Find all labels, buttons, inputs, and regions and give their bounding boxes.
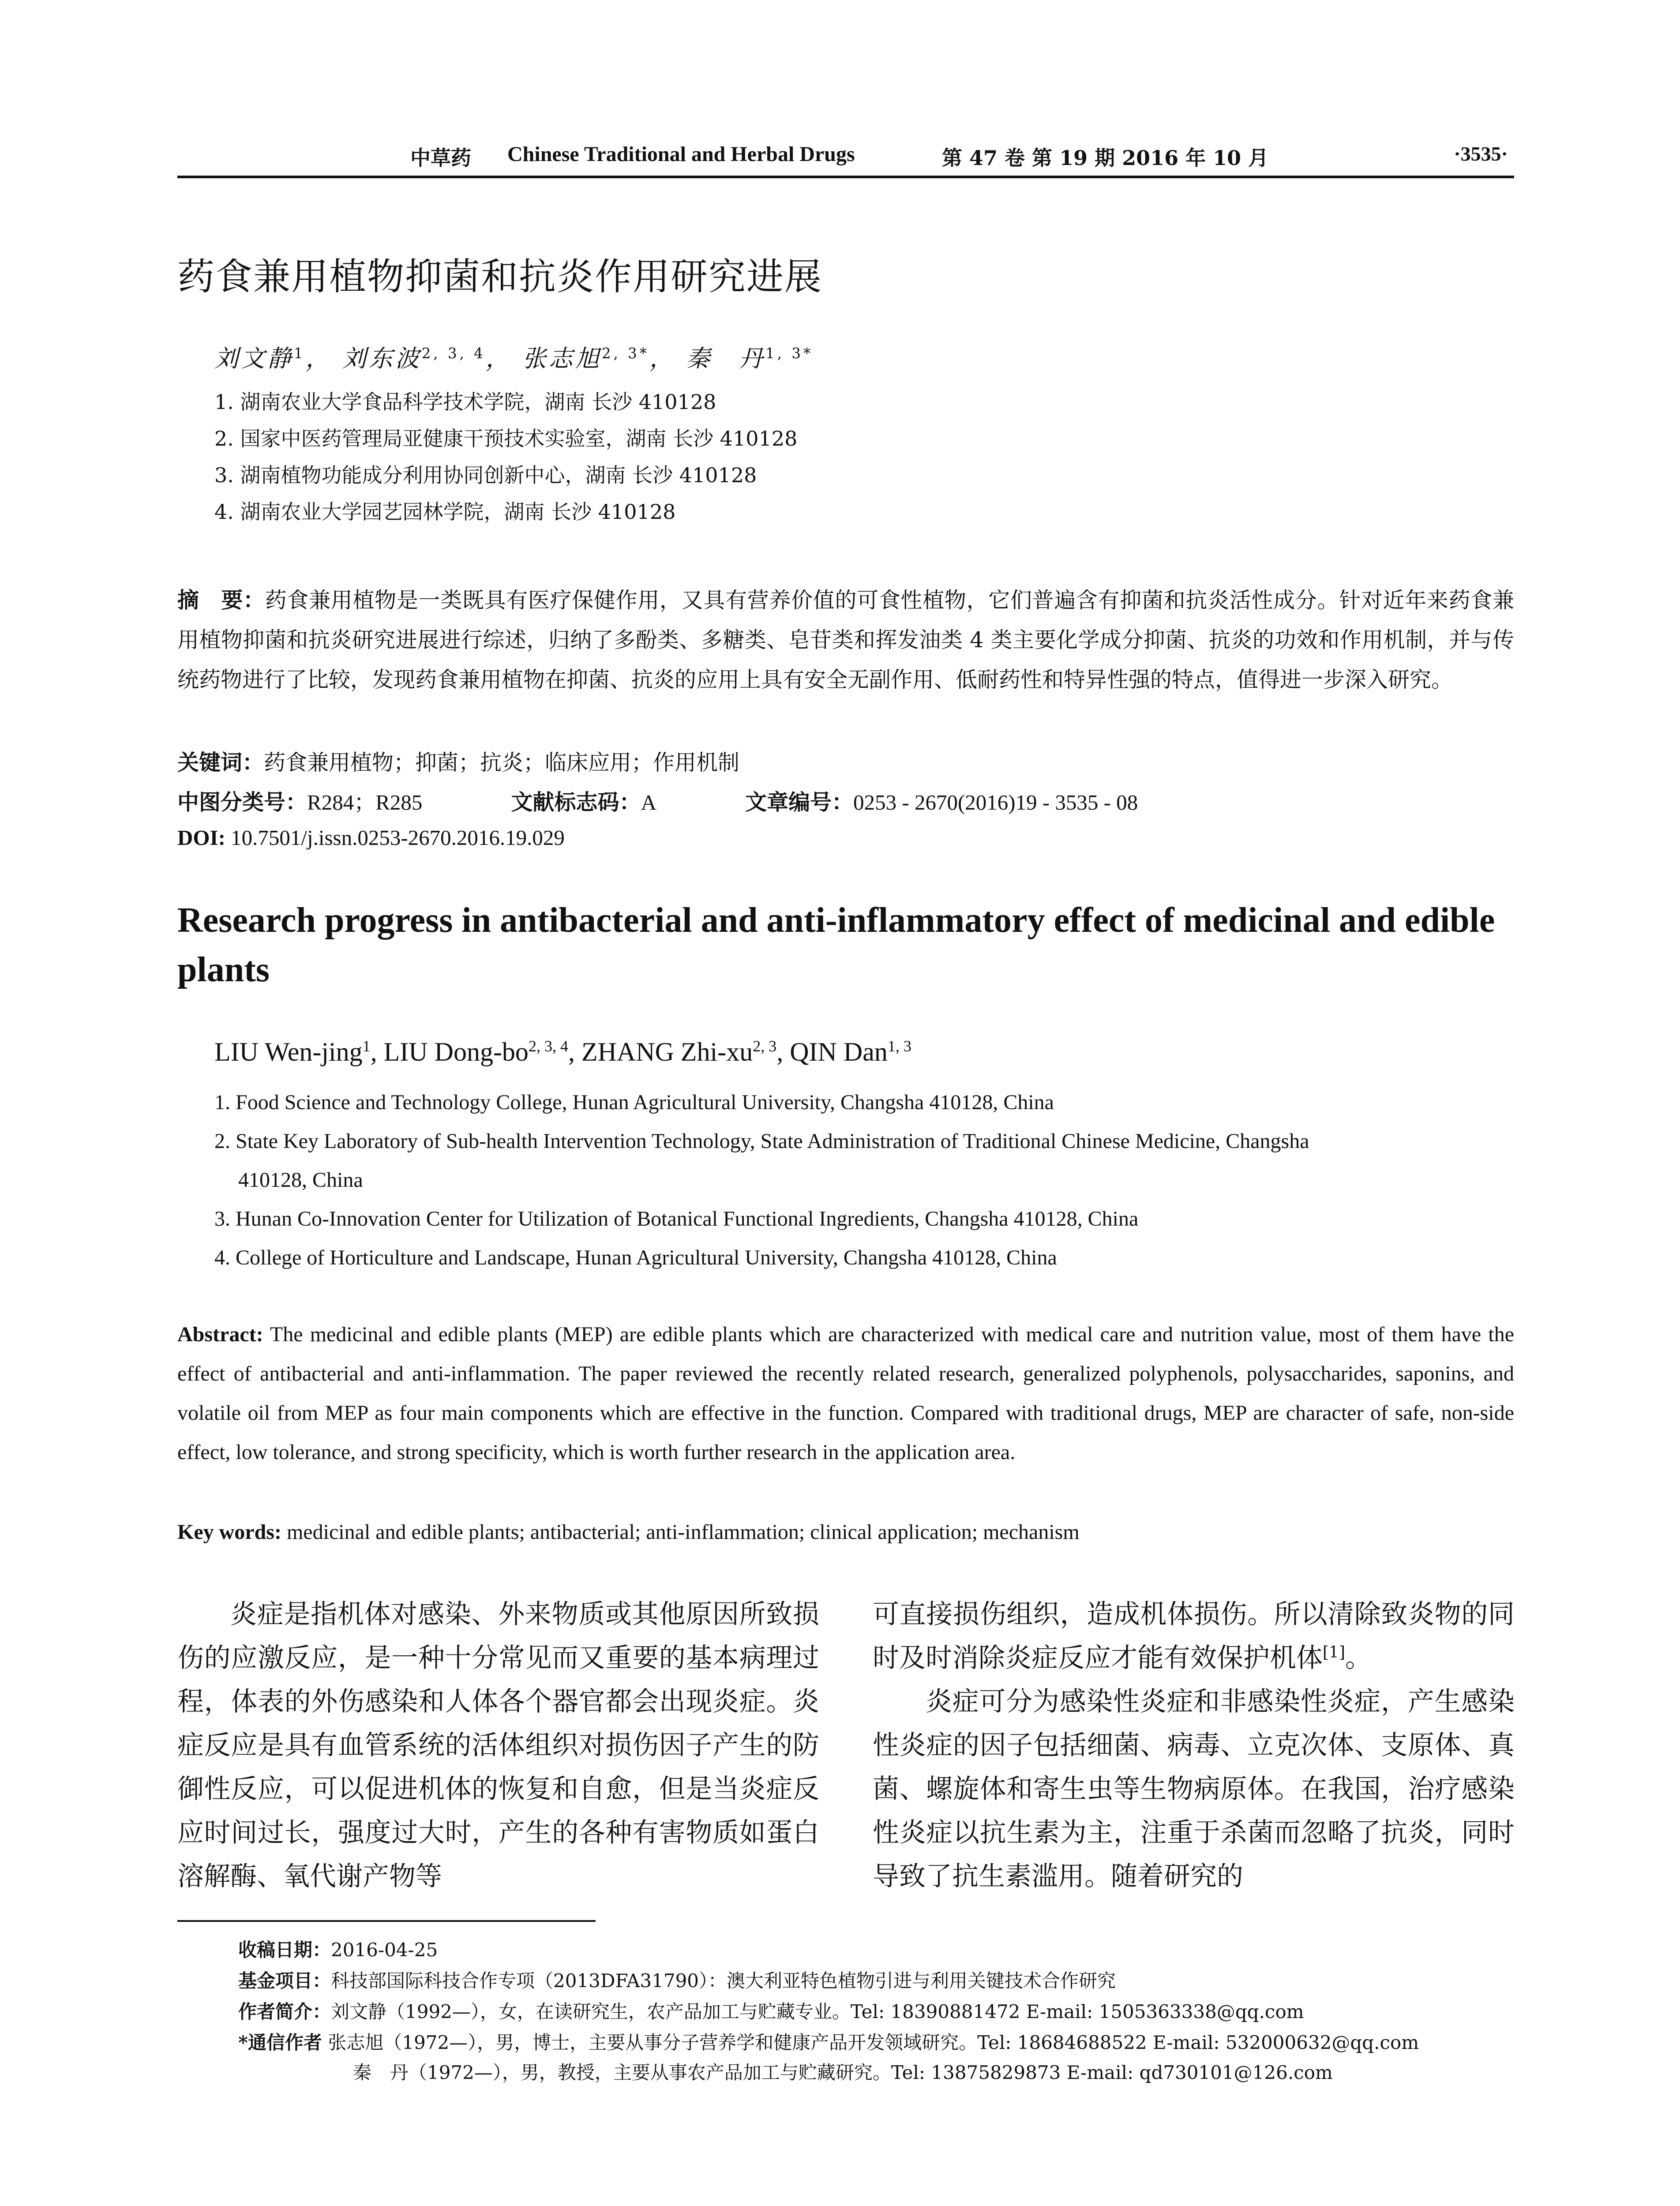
footnote-rule [177,1920,596,1922]
author-en: ZHANG Zhi-xu [581,1037,753,1066]
header-rule [177,176,1514,178]
affiliation-cn: 4. 湖南农业大学园艺园林学院，湖南 长沙 410128 [214,500,676,524]
author-cn: 张志旭 [522,345,602,372]
title-en: Research progress in antibacterial and anti-inflammatory effect of medicinal and edible plants [177,901,1495,989]
keywords-cn-text: 药食兼用植物；抑菌；抗炎；临床应用；作用机制 [264,750,740,775]
citation-ref: [1] [1323,1643,1345,1662]
affiliation-en: 3. Hunan Co-Innovation Center for Utilization of Botanical Functional Ingredients, Changsha 410128, China [214,1207,1139,1231]
footnote-text: 张志旭（1972—），男，博士，主要从事分子营养学和健康产品开发领域研究。Tel: 18684688522 E-mail: 532000632@qq.com [322,2032,1419,2053]
keywords-en [177,1520,1080,1544]
author-cn: 秦 丹 [686,345,766,372]
affiliation-cn: 3. 湖南植物功能成分利用协同创新中心，湖南 长沙 410128 [214,463,757,487]
footnote-text: 刘文静（1992—），女，在读研究生，农产品加工与贮藏专业。Tel: 18390881472 E-mail: 1505363338@qq.com [331,2001,1304,2022]
affiliation-en: 2. State Key Laboratory of Sub-health Intervention Technology, State Administration of Traditional Chinese Medicine, Changsha [214,1129,1309,1153]
footnote-label: *通信作者 [238,2032,322,2053]
authors-en: LIU Wen-jing$^1$, LIU Dong-bo$^{2, 3, 4}$, ZHANG Zhi-xu$^{2, 3}$, QIN Dan$^{1, 3}$ [214,1037,911,1066]
footnote-author [238,1996,1304,2027]
journal-issue: 第 47 卷 第 19 期 2016 年 10 月 [942,146,1269,170]
author-en: LIU Wen-jing [214,1037,363,1066]
footnote-correspondence-2: 秦 丹（1972—），男，教授，主要从事农产品加工与贮藏研究。Tel: 13875829873 E-mail: qd730101@126.com [353,2062,1333,2083]
article-number-value: 0253 - 2670(2016)19 - 3535 - 08 [853,790,1138,814]
doc-code-label: 文献标志码： [511,789,641,815]
clc-label: 中图分类号： [177,789,308,815]
title-cn: 药食兼用植物抑菌和抗炎作用研究进展 [177,255,823,298]
author-affiliation-mark: 1, 3 [887,1037,911,1055]
keywords-en-label: Key words: [177,1520,281,1544]
author-affiliation-mark: 1 [294,345,306,362]
author-affiliation-mark: 2, 3* [601,345,649,362]
doc-code-value: A [641,790,656,814]
body-text: 。 [1345,1643,1372,1673]
footnote-label: 收稿日期： [238,1939,331,1961]
doi-line [177,825,565,850]
abstract-cn-label: 摘 要： [177,587,265,613]
doi-value: 10.7501/j.issn.0253-2670.2016.19.029 [225,825,565,850]
abstract-en [177,1315,1514,1472]
footnote-fund [238,1966,1116,1996]
clc-value: R284；R285 [307,790,423,814]
affiliation-cn: 2. 国家中医药管理局亚健康干预技术实验室，湖南 长沙 410128 [214,427,798,450]
abstract-cn [177,580,1514,700]
affiliation-cn: 1. 湖南农业大学食品科学技术学院，湖南 长沙 410128 [214,390,716,414]
body-column-right [873,1593,1515,1898]
footnote-label: 基金项目： [238,1970,331,1992]
journal-name-cn: 中草药 [410,146,471,170]
author-en: LIU Dong-bo [383,1037,529,1066]
author-affiliation-mark: 2, 3, 4 [528,1037,568,1055]
body-text: 可直接损伤组织，造成机体损伤。所以清除致炎物的同时及时消除炎症反应才能有效保护机体 [873,1599,1515,1673]
body-paragraph: 炎症可分为感染性炎症和非感染性炎症，产生感染性炎症的因子包括细菌、病毒、立克次体、支原体、真菌、螺旋体和寄生虫等生物病原体。在我国，治疗感染性炎症以抗生素为主，注重于杀菌而忽略了抗炎，同时导致了抗生素滥用。随着研究的 [873,1686,1515,1892]
author-affiliation-mark: 1 [362,1037,371,1055]
doi-label: DOI: [177,825,225,850]
classification-line [177,785,1514,816]
keywords-cn [177,746,739,777]
journal-name-en: Chinese Traditional and Herbal Drugs [507,143,855,166]
author-en: QIN Dan [790,1037,888,1066]
author-affiliation-mark: 2, 3, 4 [421,345,486,362]
affiliation-en: 1. Food Science and Technology College, Hunan Agricultural University, Changsha 410128, China [214,1091,1054,1114]
footnote-label: 作者简介： [238,2001,331,2022]
abstract-en-label: Abstract: [177,1323,263,1346]
abstract-en-text: The medicinal and edible plants (MEP) are edible plants which are characterized with medical care and nutrition value, most of them have the effect of antibacterial and anti-inflammation. The paper reviewed the recently related research, generalized polyphenols, polysaccharides, saponins, and volatile oil from MEP as four main components which are effective in the function. Compared with traditional drugs, MEP are character of safe, non-side effect, low tolerance, and strong specificity, which is worth further research in the application area. [177,1323,1514,1464]
author-cn: 刘文静 [214,345,294,372]
abstract-cn-text: 药食兼用植物是一类既具有医疗保健作用，又具有营养价值的可食性植物，它们普遍含有抑菌和抗炎活性成分。针对近年来药食兼用植物抑菌和抗炎研究进展进行综述，归纳了多酚类、多糖类、皂苷类和挥发油类 4 类主要化学成分抑菌、抗炎的功效和作用机制，并与传统药物进行了比较，发现药食兼用植物在抑菌、抗炎的应用上具有安全无副作用、低耐药性和特异性强的特点，值得进一步深入研究。 [177,588,1514,692]
affiliation-en-continued: 410128, China [238,1168,363,1192]
body-column-left [177,1593,819,1898]
page-number: ·3535· [1454,143,1508,165]
footnote-text: 科技部国际科技合作专项（2013DFA31790）：澳大利亚特色植物引进与利用关键技术合作研究 [331,1970,1116,1992]
article-number-label: 文章编号： [745,789,854,815]
author-affiliation-mark: 1, 3* [765,345,814,362]
keywords-en-text: medicinal and edible plants; antibacterial; anti-inflammation; clinical application; mechanism [281,1520,1080,1544]
keywords-cn-label: 关键词： [177,750,264,775]
footnote-text: 2016-04-25 [331,1939,438,1961]
authors-cn: 刘文静$^1$， 刘东波$^{2, 3, 4}$， 张志旭$^{2, 3*}$， 秦 丹$^{1, 3*}$ [214,345,814,372]
footnote-correspondence [238,2027,1419,2058]
author-cn: 刘东波 [342,345,422,372]
body-paragraph [873,1593,1515,1680]
body-paragraph: 炎症是指机体对感染、外来物质或其他原因所致损伤的应激反应，是一种十分常见而又重要的基本病理过程，体表的外伤感染和人体各个器官都会出现炎症。炎症反应是具有血管系统的活体组织对损伤因子产生的防御性反应，可以促进机体的恢复和自愈，但是当炎症反应时间过长，强度过大时，产生的各种有害物质如蛋白溶解酶、氧代谢产物等 [177,1599,819,1892]
affiliation-en: 4. College of Horticulture and Landscape, Hunan Agricultural University, Changsha 410128, China [214,1246,1057,1269]
footnote-received [238,1935,438,1966]
author-affiliation-mark: 2, 3 [753,1037,777,1055]
